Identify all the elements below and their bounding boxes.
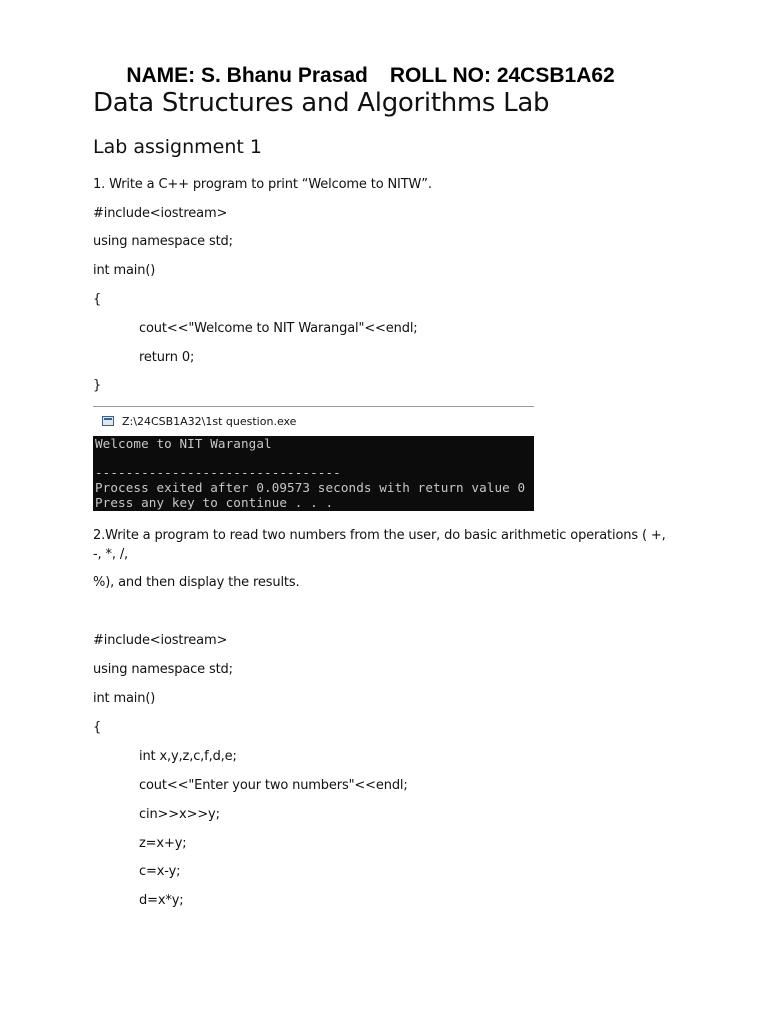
question-1-prompt: 1. Write a C++ program to print “Welcome to NITW”. [93,177,432,192]
code-line: int main() [93,263,156,278]
question-2-prompt-continued: %), and then display the results. [93,575,300,590]
console-line: Process exited after 0.09573 seconds with return value 0 [95,480,526,495]
console-line: -------------------------------- [95,465,341,480]
code-line: int main() [93,691,156,706]
console-body [93,436,534,511]
code-line: using namespace std; [93,234,233,249]
code-line: #include<iostream> [93,206,228,221]
code-line: cout<<"Enter your two numbers"<<endl; [139,778,408,793]
code-line: { [93,292,102,307]
code-line: cin>>x>>y; [139,807,220,822]
student-name: NAME: S. Bhanu Prasad [126,64,368,87]
code-line: } [93,378,102,393]
code-line: c=x-y; [139,864,181,879]
console-line: Press any key to continue . . . [95,495,334,510]
console-title-bar [93,406,534,437]
question-2-prompt: 2.Write a program to read two numbers from the user, do basic arithmetic operations ( +, -, *, /, [93,528,666,562]
console-output-screenshot [93,406,534,511]
console-line: Welcome to NIT Warangal [95,436,272,451]
code-line: int x,y,z,c,f,d,e; [139,749,237,764]
code-line: d=x*y; [139,893,184,908]
code-line: z=x+y; [139,836,187,851]
code-line: #include<iostream> [93,633,228,648]
document-title: Data Structures and Algorithms Lab [93,88,550,118]
code-line: return 0; [139,350,195,365]
roll-number: ROLL NO: 24CSB1A62 [389,64,615,87]
console-window-title: Z:\24CSB1A32\1st question.exe [122,415,297,428]
code-line: using namespace std; [93,662,233,677]
code-line: cout<<"Welcome to NIT Warangal"<<endl; [139,321,418,336]
console-window-icon [102,416,114,426]
assignment-subtitle: Lab assignment 1 [93,136,262,158]
code-line: { [93,720,102,735]
